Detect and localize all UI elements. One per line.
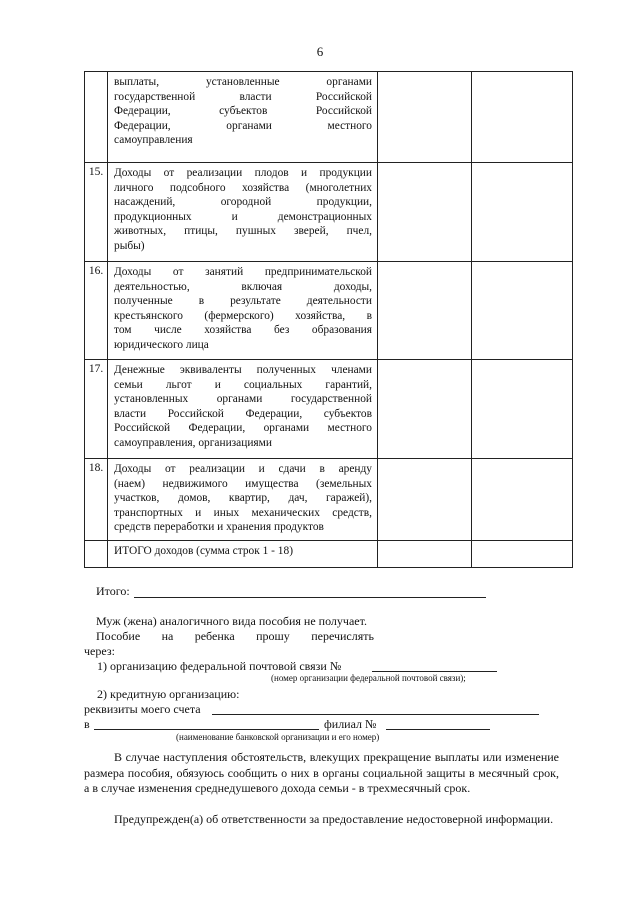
description-line: Федерации, органами местного — [114, 119, 372, 132]
description-line: Доходы от реализации плодов и продукции — [114, 167, 372, 179]
table-row — [85, 541, 573, 568]
through-label: через: — [84, 644, 115, 658]
warning-paragraph: Предупрежден(а) об ответственности за предоставление недостоверной информации. — [114, 812, 554, 826]
description-line: деятельностью, включая доходы, — [114, 280, 372, 293]
description-line: Федерации, субъектов Российской — [114, 105, 372, 118]
amount-cell[interactable] — [378, 360, 472, 459]
branch-label: филиал № — [324, 717, 377, 731]
row-number — [85, 72, 108, 163]
row-description — [108, 459, 378, 541]
income-table — [84, 71, 573, 568]
posobie-word: ребенка — [194, 629, 235, 643]
bank-name-field[interactable] — [94, 729, 319, 730]
description-line: выплаты, установленные органами — [114, 76, 372, 88]
amount-cell[interactable] — [472, 360, 573, 459]
row-description — [108, 163, 378, 262]
amount-cell[interactable] — [472, 72, 573, 163]
description-line: Доходы от реализации и сдачи в аренду — [114, 463, 372, 475]
postal-number-field[interactable] — [372, 671, 497, 672]
account-label: реквизиты моего счета — [84, 702, 201, 716]
option-postal: 1) организацию федеральной почтовой связи № — [97, 659, 342, 673]
obligation-paragraph: В случае наступления обстоятельств, влекущих прекращение выплаты или изменение размера пособия, обязуюсь сообщить о них в органы социальной защиты в месячный срок, а в случае изменения среднедушевого дохода семьи - в трехмесячный срок. — [84, 750, 559, 795]
bank-hint: (наименование банковской организации и его номер) — [176, 732, 380, 742]
description-line: семьи льгот и социальных гарантий, — [114, 378, 372, 391]
itogo-label: Итого: — [96, 584, 130, 598]
row-number: 17. — [85, 360, 108, 459]
description-line: самоуправления — [114, 134, 193, 147]
postal-hint: (номер организации федеральной почтовой связи); — [271, 673, 466, 683]
row-number: 18. — [85, 459, 108, 541]
description-line: животных, птицы, пушных зверей, пчел, — [114, 225, 372, 238]
amount-cell[interactable] — [472, 459, 573, 541]
table-row — [85, 459, 573, 541]
table-row — [85, 262, 573, 360]
description-line: власти Российской Федерации, субъектов — [114, 407, 372, 420]
posobie-word: Пособие — [96, 629, 141, 643]
amount-cell[interactable] — [378, 459, 472, 541]
description-line: том числе хозяйства без образования — [114, 324, 372, 337]
amount-cell[interactable] — [378, 541, 472, 568]
spouse-statement: Муж (жена) аналогичного вида пособия не получает. — [96, 614, 367, 628]
description-line: транспортных и иных механических средств, — [114, 506, 372, 519]
amount-cell[interactable] — [472, 163, 573, 262]
account-field[interactable] — [212, 714, 539, 715]
description-line: участков, домов, квартир, дач, гаражей), — [114, 492, 372, 505]
table-row — [85, 163, 573, 262]
description-line: личного подсобного хозяйства (многолетних — [114, 181, 372, 194]
branch-number-field[interactable] — [386, 729, 490, 730]
description-line: ИТОГО доходов (сумма строк 1 - 18) — [114, 545, 293, 557]
description-line: продукционных и демонстрационных — [114, 210, 372, 223]
amount-cell[interactable] — [378, 72, 472, 163]
row-description — [108, 72, 378, 163]
description-line: установленных органами государственной — [114, 393, 372, 406]
posobie-word: прошу — [256, 629, 290, 643]
in-label: в — [84, 717, 90, 731]
amount-cell[interactable] — [472, 262, 573, 360]
itogo-field[interactable] — [134, 597, 486, 598]
row-number: 16. — [85, 262, 108, 360]
description-line: насаждений, огородной продукции, — [114, 196, 372, 209]
description-line: (наем) недвижимого имущества (земельных — [114, 477, 372, 490]
row-number — [85, 541, 108, 568]
description-line: государственной власти Российской — [114, 90, 372, 103]
row-number: 15. — [85, 163, 108, 262]
table-row — [85, 72, 573, 163]
description-line: рыбы) — [114, 239, 145, 252]
description-line: Российской Федерации, органами местного — [114, 422, 372, 435]
option-bank: 2) кредитную организацию: — [97, 687, 240, 701]
description-line: Денежные эквиваленты полученных членами — [114, 364, 372, 376]
amount-cell[interactable] — [472, 541, 573, 568]
description-line: крестьянского (фермерского) хозяйства, в — [114, 309, 372, 322]
description-line: самоуправления, организациями — [114, 436, 272, 449]
row-description — [108, 541, 378, 568]
posobie-line — [96, 629, 374, 644]
amount-cell[interactable] — [378, 262, 472, 360]
posobie-word: на — [161, 629, 174, 643]
row-description — [108, 360, 378, 459]
posobie-word: перечислять — [311, 629, 374, 643]
page-number: 6 — [316, 44, 324, 59]
amount-cell[interactable] — [378, 163, 472, 262]
description-line: полученные в результате деятельности — [114, 295, 372, 308]
table-row — [85, 360, 573, 459]
description-line: Доходы от занятий предпринимательской — [114, 266, 372, 278]
description-line: средств переработки и хранения продуктов — [114, 521, 324, 534]
row-description — [108, 262, 378, 360]
description-line: юридического лица — [114, 338, 209, 351]
